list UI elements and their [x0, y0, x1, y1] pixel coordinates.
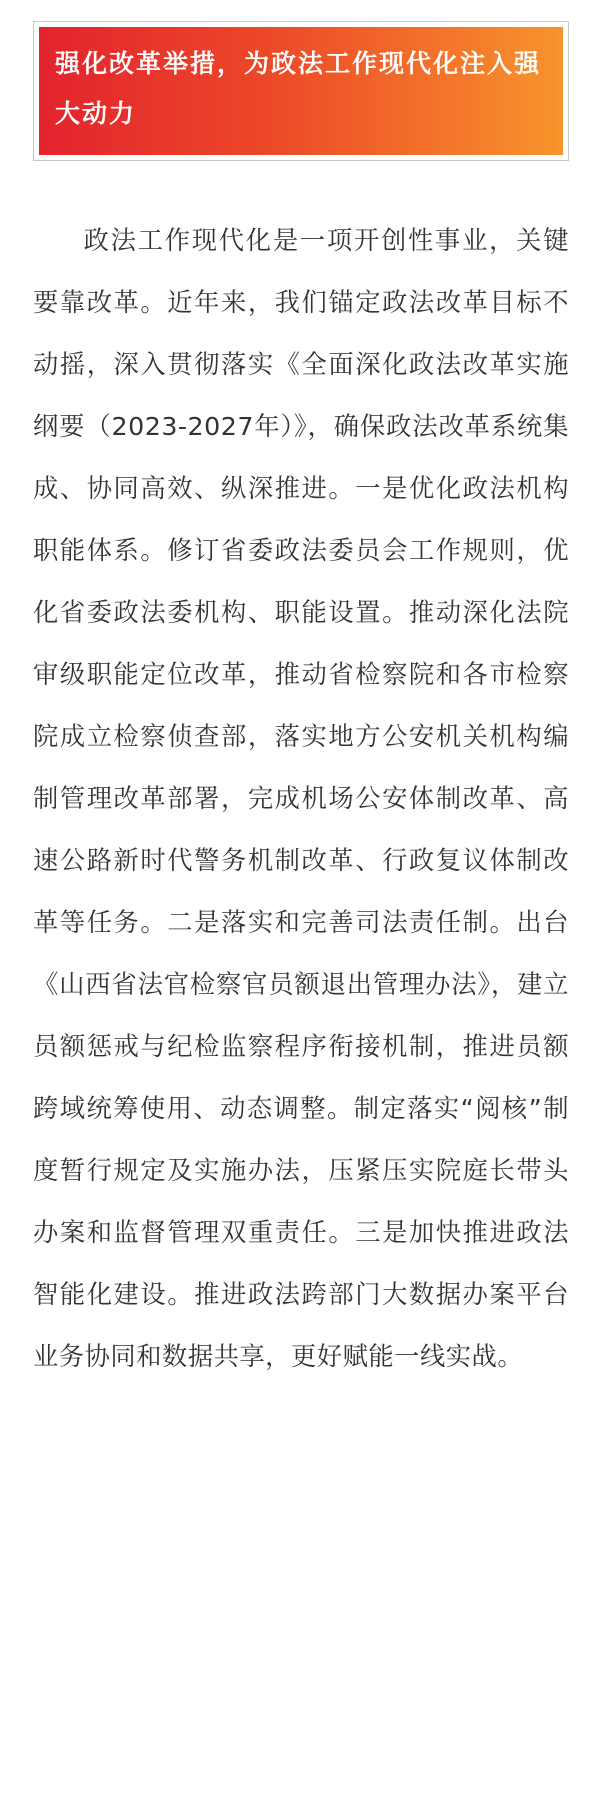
- section-header-frame: [33, 21, 569, 161]
- section-header-banner: [39, 27, 563, 155]
- article-paragraph: 政法工作现代化是一项开创性事业，关键要靠改革。近年来，我们锚定政法改革目标不动摇，深入贯彻落实《全面深化政法改革实施纲要（2023-2027年）》，确保政法改革系统集成、协同高效、纵深推进。一是优化政法机构职能体系。修订省委政法委员会工作规则，优化省委政法委机构、职能设置。推动深化法院审级职能定位改革，推动省检察院和各市检察院成立检察侦查部，落实地方公安机关机构编制管理改革部署，完成机场公安体制改革、高速公路新时代警务机制改革、行政复议体制改革等任务。二是落实和完善司法责任制。出台《山西省法官检察官员额退出管理办法》，建立员额惩戒与纪检监察程序衔接机制，推进员额跨域统筹使用、动态调整。制定落实“阅核”制度暂行规定及实施办法，压紧压实院庭长带头办案和监督管理双重责任。三是加快推进政法智能化建设。推进政法跨部门大数据办案平台业务协同和数据共享，更好赋能一线实战。: [33, 226, 569, 1371]
- section-title: 强化改革举措，为政法工作现代化注入强大动力: [55, 49, 542, 128]
